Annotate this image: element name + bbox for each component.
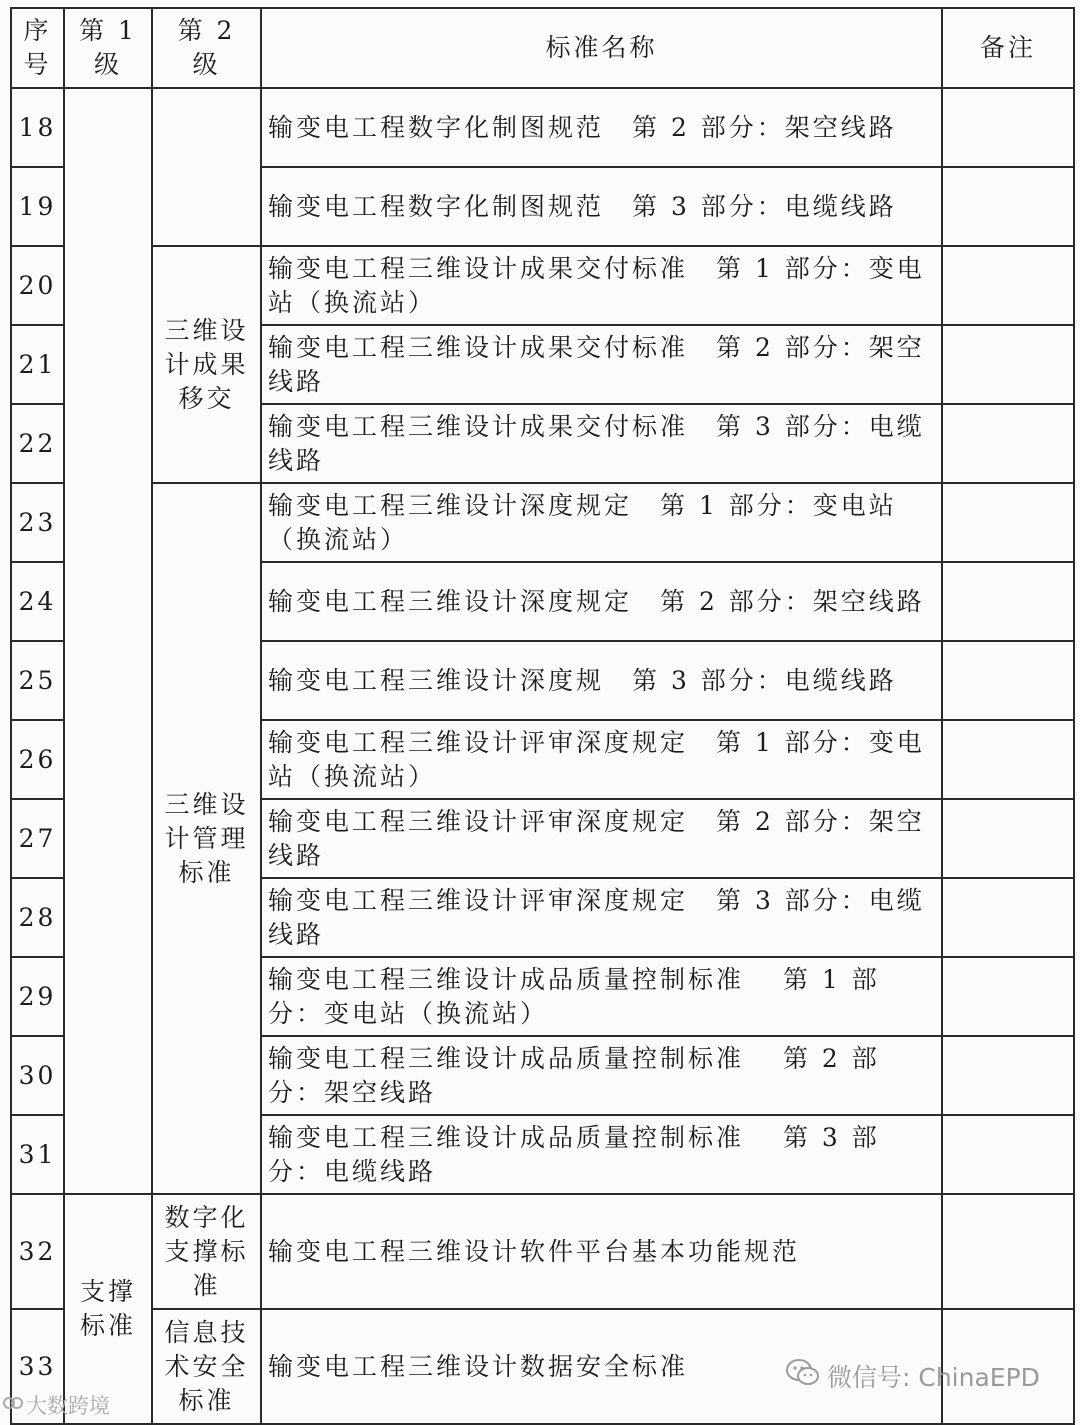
row-number: 28 (11, 878, 64, 957)
note-cell (942, 562, 1074, 641)
row-number: 23 (11, 483, 64, 562)
standard-name: 输变电工程数字化制图规范 第 2 部分：架空线路 (261, 88, 942, 167)
standard-name: 输变电工程三维设计深度规定 第 2 部分：架空线路 (261, 562, 942, 641)
row-number: 21 (11, 325, 64, 404)
note-cell (942, 246, 1074, 325)
table-row (11, 483, 1074, 562)
note-cell (942, 88, 1074, 167)
row-number: 25 (11, 641, 64, 720)
standard-name: 输变电工程三维设计成果交付标准 第 2 部分：架空线路 (261, 325, 942, 404)
note-cell (942, 641, 1074, 720)
standard-name: 输变电工程三维设计数据安全标准 (261, 1309, 942, 1424)
table-row (11, 1194, 1074, 1309)
standard-name: 输变电工程三维设计成果交付标准 第 1 部分：变电站（换流站） (261, 246, 942, 325)
level2-cell-empty (152, 88, 261, 246)
level1-cell-empty (64, 88, 152, 1194)
standard-name: 输变电工程三维设计评审深度规定 第 3 部分：电缆线路 (261, 878, 942, 957)
row-number: 31 (11, 1115, 64, 1194)
standard-name: 输变电工程三维设计评审深度规定 第 1 部分：变电站（换流站） (261, 720, 942, 799)
note-cell (942, 325, 1074, 404)
note-cell (942, 799, 1074, 878)
watermark-right-text: 微信号: ChinaEPD (827, 1363, 1040, 1392)
note-cell (942, 404, 1074, 483)
level2-info-security: 信息技术安全标准 (152, 1309, 261, 1424)
row-number: 27 (11, 799, 64, 878)
row-number: 33 (11, 1309, 64, 1424)
table-row (11, 246, 1074, 325)
header-level2: 第 2 级 (152, 8, 261, 88)
table-row (11, 88, 1074, 167)
watermark-right (785, 1358, 1040, 1394)
note-cell (942, 957, 1074, 1036)
watermark-left-text: 大数跨境 (26, 1394, 110, 1418)
row-number: 19 (11, 167, 64, 246)
row-number: 30 (11, 1036, 64, 1115)
level1-support-standards: 支撑标准 (64, 1194, 152, 1424)
row-number: 20 (11, 246, 64, 325)
level2-digital-support: 数字化支撑标准 (152, 1194, 261, 1309)
table-header-row (11, 8, 1074, 88)
standard-name: 输变电工程三维设计成品质量控制标准 第 1 部分：变电站（换流站） (261, 957, 942, 1036)
standard-name: 输变电工程三维设计成品质量控制标准 第 2 部分：架空线路 (261, 1036, 942, 1115)
note-cell (942, 1036, 1074, 1115)
header-note: 备注 (942, 8, 1074, 88)
standard-name: 输变电工程三维设计成品质量控制标准 第 3 部分：电缆线路 (261, 1115, 942, 1194)
standard-name: 输变电工程三维设计深度规定 第 1 部分：变电站（换流站） (261, 483, 942, 562)
standard-name: 输变电工程三维设计深度规 第 3 部分：电缆线路 (261, 641, 942, 720)
row-number: 18 (11, 88, 64, 167)
row-number: 24 (11, 562, 64, 641)
wechat-icon (785, 1358, 821, 1394)
standard-name: 输变电工程数字化制图规范 第 3 部分：电缆线路 (261, 167, 942, 246)
note-cell (942, 878, 1074, 957)
standards-table (10, 7, 1075, 1425)
watermark-left (2, 1390, 110, 1420)
standard-name: 输变电工程三维设计软件平台基本功能规范 (261, 1194, 942, 1309)
note-cell (942, 1115, 1074, 1194)
row-number: 22 (11, 404, 64, 483)
level2-3d-management: 三维设计管理标准 (152, 483, 261, 1194)
level2-3d-delivery: 三维设计成果移交 (152, 246, 261, 483)
header-name: 标准名称 (261, 8, 942, 88)
note-cell (942, 1194, 1074, 1309)
header-seq: 序号 (11, 8, 64, 88)
note-cell (942, 483, 1074, 562)
brand-logo-icon (2, 1393, 24, 1417)
standard-name: 输变电工程三维设计评审深度规定 第 2 部分：架空线路 (261, 799, 942, 878)
standard-name: 输变电工程三维设计成果交付标准 第 3 部分：电缆线路 (261, 404, 942, 483)
note-cell (942, 720, 1074, 799)
header-level1: 第 1 级 (64, 8, 152, 88)
note-cell (942, 167, 1074, 246)
row-number: 29 (11, 957, 64, 1036)
row-number: 32 (11, 1194, 64, 1309)
row-number: 26 (11, 720, 64, 799)
